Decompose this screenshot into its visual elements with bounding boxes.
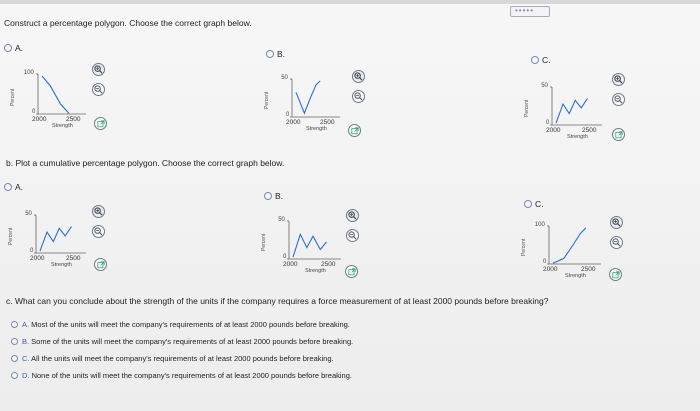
option-b-radio[interactable] xyxy=(266,50,274,58)
graph-x-tick-1: 2000 xyxy=(30,255,45,262)
zoom-in-icon[interactable] xyxy=(92,205,105,218)
top-border xyxy=(0,0,700,4)
answer-text xyxy=(22,371,352,380)
zoom-out-icon[interactable] xyxy=(612,93,625,106)
graph-zero-label: 0 xyxy=(32,109,36,115)
polygon-line xyxy=(293,234,326,257)
option-label: C. xyxy=(535,199,544,209)
option-label: A. xyxy=(15,43,24,53)
graph-x-tick-1: 2000 xyxy=(32,116,47,123)
zoom-out-icon[interactable] xyxy=(346,229,359,242)
zoom-out-icon[interactable] xyxy=(92,83,105,96)
header-badge[interactable] xyxy=(510,6,550,17)
graph-x-tick-1: 2000 xyxy=(543,266,558,273)
graph-xlabel: Strength xyxy=(567,134,588,140)
polygon-line xyxy=(553,228,586,263)
answer-label: All the units will meet the company's requirements of at least 2000 pounds before breaking. xyxy=(29,354,334,363)
open-graph-icon[interactable] xyxy=(348,124,361,137)
graph-ymax-label: 100 xyxy=(534,222,545,228)
open-graph-icon[interactable] xyxy=(94,117,107,130)
open-graph-icon[interactable] xyxy=(612,128,625,141)
polygon-line xyxy=(40,226,72,251)
graph-ylabel: Percent xyxy=(10,88,16,106)
open-graph-icon[interactable] xyxy=(345,265,358,278)
answer-a-radio[interactable] xyxy=(11,321,18,328)
graph-ymax-label: 100 xyxy=(23,70,34,76)
zoom-in-icon[interactable] xyxy=(346,209,359,222)
polygon-line xyxy=(42,76,69,113)
graph-axes xyxy=(549,226,601,264)
answer-letter: D. xyxy=(22,371,30,380)
answer-letter: B. xyxy=(22,337,30,346)
graph-ylabel: Percent xyxy=(524,99,530,117)
header-badge-text: ••••• xyxy=(515,6,535,15)
answer-text xyxy=(22,320,350,329)
graph-xlabel: Strength xyxy=(52,123,73,129)
answer-letter: A. xyxy=(22,320,30,329)
question-b: b. Plot a cumulative percentage polygon. Choose the correct graph below. xyxy=(6,158,285,168)
zoom-in-icon[interactable] xyxy=(352,70,365,83)
graph-xlabel: Strength xyxy=(51,262,72,268)
graph-x-tick-1: 2000 xyxy=(286,119,301,126)
option-label: C. xyxy=(542,55,551,65)
zoom-in-icon[interactable] xyxy=(92,63,105,76)
answer-label: Most of the units will meet the company's requirements of at least 2000 pounds before breaking. xyxy=(29,320,350,329)
graph-axes xyxy=(552,87,602,125)
graph-zero-label: 0 xyxy=(283,254,287,260)
answer-text xyxy=(22,354,334,363)
graph-ylabel: Percent xyxy=(521,238,527,256)
option-label: B. xyxy=(275,191,284,201)
graph-zero-label: 0 xyxy=(30,248,34,254)
zoom-out-icon[interactable] xyxy=(92,225,105,238)
graph-ylabel: Percent xyxy=(264,91,270,109)
graph-ymax-label: 50 xyxy=(281,75,288,81)
graph-x-tick-2: 2500 xyxy=(320,119,335,126)
option-b-radio[interactable] xyxy=(264,192,272,200)
question-c: c. What can you conclude about the strength of the units if the company requires a force measurement of at least 2000 pounds before breaking? xyxy=(6,296,549,306)
question-a: Construct a percentage polygon. Choose the correct graph below. xyxy=(4,18,252,28)
option-label: B. xyxy=(277,49,286,59)
zoom-out-icon[interactable] xyxy=(352,90,365,103)
open-graph-icon[interactable] xyxy=(609,268,622,281)
answer-text xyxy=(22,337,353,346)
graph-x-tick-2: 2500 xyxy=(66,255,81,262)
answer-d-radio[interactable] xyxy=(11,372,18,379)
graph-x-tick-2: 2500 xyxy=(66,116,81,123)
zoom-out-icon[interactable] xyxy=(610,236,623,249)
zoom-in-icon[interactable] xyxy=(612,73,625,86)
option-a-radio[interactable] xyxy=(4,183,12,191)
option-a-radio[interactable] xyxy=(4,44,12,52)
graph-zero-label: 0 xyxy=(546,120,550,126)
graph-xlabel: Strength xyxy=(305,268,326,274)
graph-zero-label: 0 xyxy=(286,112,290,118)
option-label: A. xyxy=(15,182,24,192)
answer-b-radio[interactable] xyxy=(11,338,18,345)
graph-x-tick-1: 2000 xyxy=(283,261,298,268)
option-c-radio[interactable] xyxy=(524,200,532,208)
graph-xlabel: Strength xyxy=(306,126,327,132)
polygon-line xyxy=(556,98,588,123)
graph-x-tick-2: 2500 xyxy=(581,266,596,273)
zoom-in-icon[interactable] xyxy=(610,216,623,229)
polygon-line xyxy=(296,81,320,113)
graph-ylabel: Percent xyxy=(8,227,14,245)
graph-x-tick-2: 2500 xyxy=(321,261,336,268)
graph-ymax-label: 50 xyxy=(541,83,548,89)
graph-ymax-label: 50 xyxy=(278,217,285,223)
answer-c-radio[interactable] xyxy=(11,355,18,362)
option-c-radio[interactable] xyxy=(531,56,539,64)
graph-axes xyxy=(36,215,86,253)
answer-label: None of the units will meet the company's requirements of at least 2000 pounds before breaking. xyxy=(29,371,352,380)
graph-x-tick-2: 2500 xyxy=(582,127,597,134)
answer-label: Some of the units will meet the company's requirements of at least 2000 pounds before breaking. xyxy=(29,337,354,346)
answer-letter: C. xyxy=(22,354,30,363)
graph-ymax-label: 50 xyxy=(25,211,32,217)
graph-zero-label: 0 xyxy=(543,259,547,265)
graph-xlabel: Strength xyxy=(565,273,586,279)
open-graph-icon[interactable] xyxy=(94,258,107,271)
graph-ylabel: Percent xyxy=(261,233,267,251)
graph-x-tick-1: 2000 xyxy=(546,127,561,134)
